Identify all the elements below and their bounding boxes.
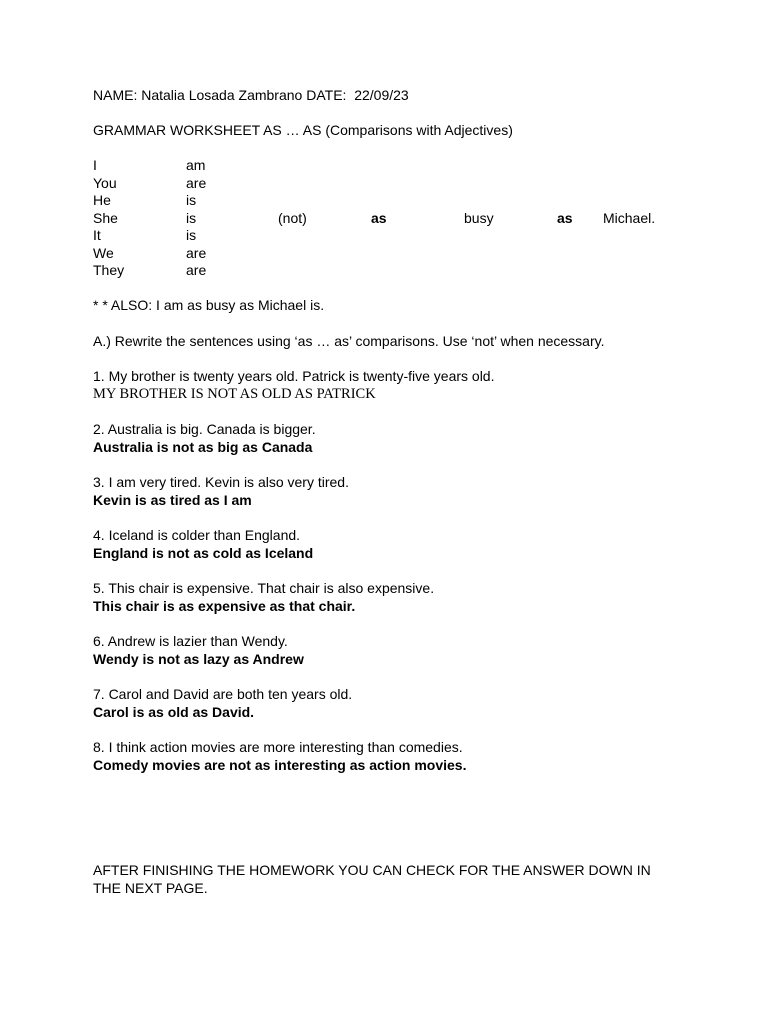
exercise-answer: This chair is as expensive as that chair. (93, 598, 356, 614)
name-label: NAME: (93, 87, 138, 103)
exercise-answer: Kevin is as tired as I am (93, 492, 252, 508)
verb: am (186, 157, 206, 173)
exercise-answer: Australia is not as big as Canada (93, 439, 313, 455)
as-word-first: as (371, 209, 387, 226)
exercise-question: 4. Iceland is colder than England. (93, 527, 301, 543)
conjugation-row (0, 245, 768, 262)
exercise-answer: Carol is as old as David. (93, 704, 255, 720)
pronoun: He (93, 192, 111, 208)
conjugation-row (0, 210, 768, 227)
conjugation-row (0, 227, 768, 244)
pronoun: They (93, 262, 125, 278)
exercise-question: 7. Carol and David are both ten years old. (93, 686, 353, 702)
pronoun: She (93, 209, 118, 226)
exercise-answer: MY BROTHER IS NOT AS OLD AS PATRICK (93, 386, 376, 402)
name-value: Natalia Losada Zambrano (141, 87, 303, 103)
verb: are (186, 174, 207, 191)
exercise-question: 2. Australia is big. Canada is bigger. (93, 421, 316, 437)
not-word: (not) (278, 209, 307, 226)
also-note: * * ALSO: I am as busy as Michael is. (93, 297, 325, 313)
exercise-answer: Wendy is not as lazy as Andrew (93, 651, 304, 667)
worksheet-title: GRAMMAR WORKSHEET AS … AS (Comparisons with Adjectives) (93, 122, 513, 138)
exercise-question: 1. My brother is twenty years old. Patrick is twenty-five years old. (93, 368, 495, 384)
conjugation-row (0, 157, 768, 174)
pronoun: You (93, 174, 117, 191)
exercise-answer: England is not as cold as Iceland (93, 545, 314, 561)
conjugation-row (0, 175, 768, 192)
verb: are (186, 244, 207, 261)
exercise-question: 5. This chair is expensive. That chair is also expensive. (93, 580, 435, 596)
pronoun: It (93, 227, 101, 243)
as-word-second: as (557, 209, 573, 226)
exercise-question: 8. I think action movies are more interesting than comedies. (93, 739, 463, 755)
footer-note: AFTER FINISHING THE HOMEWORK YOU CAN CHECK FOR THE ANSWER DOWN IN THE NEXT PAGE. (93, 862, 651, 896)
adjective-word: busy (464, 209, 494, 226)
verb: is (186, 192, 197, 208)
exercise-question: 3. I am very tired. Kevin is also very tired. (93, 474, 349, 490)
conjugation-row (0, 192, 768, 209)
verb: is (186, 227, 197, 243)
header-line (93, 87, 409, 104)
instructions: A.) Rewrite the sentences using ‘as … as’ comparisons. Use ‘not’ when necessary. (93, 333, 605, 349)
verb: are (186, 262, 207, 278)
verb: is (186, 209, 197, 226)
pronoun: We (93, 244, 114, 261)
date-label: DATE: (306, 87, 347, 103)
comparison-name: Michael. (603, 209, 656, 226)
exercise-question: 6. Andrew is lazier than Wendy. (93, 633, 288, 649)
date-value: 22/09/23 (354, 87, 409, 103)
conjugation-row (0, 262, 768, 279)
exercise-answer: Comedy movies are not as interesting as action movies. (93, 757, 467, 773)
pronoun: I (93, 157, 97, 173)
